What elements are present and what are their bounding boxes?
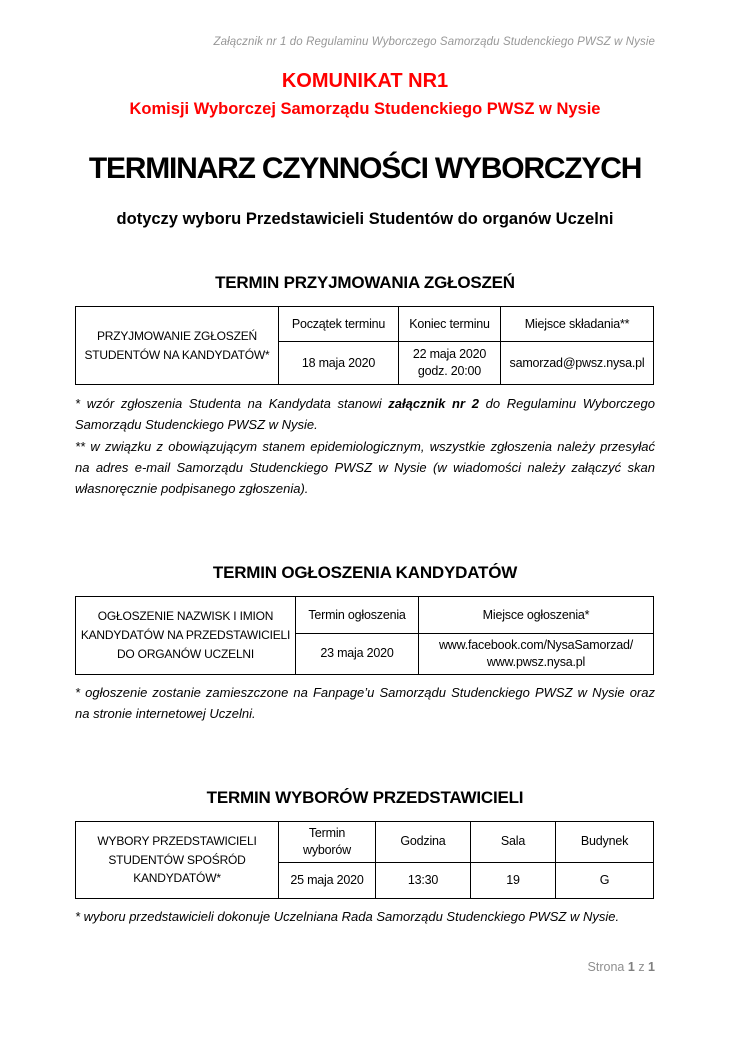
page-subtitle: dotyczy wyboru Przedstawicieli Studentów do organów Uczelni	[116, 210, 614, 228]
submissions-row-label-line: PRZYJMOWANIE ZGŁOSZEŃ	[96, 328, 258, 343]
announcement-table	[75, 596, 654, 675]
election-row-label-line: KANDYDATÓW*	[133, 871, 221, 886]
submissions-col-header-end: Koniec terminu	[399, 307, 501, 342]
submissions-table	[75, 306, 654, 385]
election-col-header-date	[279, 822, 376, 863]
submissions-row-label-line: STUDENTÓW NA KANDYDATÓW*	[84, 347, 270, 362]
announcement-row-label-line: DO ORGANÓW UCZELNI	[116, 646, 255, 661]
attachment-reference-note: Załącznik nr 1 do Regulaminu Wyborczego Samorządu Studenckiego PWSZ w Nysie	[213, 36, 655, 48]
announcement-facebook-url: www.facebook.com/NysaSamorzad/	[438, 638, 634, 652]
election-room: 19	[471, 862, 556, 898]
footnote-epidemic-rules: ** w związku z obowiązującym stanem epidemiologicznym, wszystkie zgłoszenia należy przesyłać na adres e-mail Samorządu Studenckiego PWSZ w Nysie (w wiadomości należy załączyć skan własnoręcznie podpisanego zgłoszenia).	[75, 439, 655, 496]
section-heading-announcement: TERMIN OGŁOSZENIA KANDYDATÓW	[212, 563, 518, 582]
submissions-row-label	[76, 307, 279, 385]
communique-title: KOMUNIKAT NR1	[281, 70, 449, 92]
election-col-header-room: Sala	[471, 822, 556, 863]
communique-subtitle: Komisji Wyborczej Samorządu Studenckiego PWSZ w Nysie	[129, 100, 601, 118]
footnote-bold-text: załącznik nr 2	[388, 396, 479, 411]
announcement-row-label	[76, 597, 296, 675]
election-date: 25 maja 2020	[279, 862, 376, 898]
footnote-text: do Regulaminu Wyborczego Samorządu Studenckiego PWSZ w Nysie.	[75, 396, 655, 432]
footer-page-number: 1	[627, 960, 635, 974]
section-heading-submissions: TERMIN PRZYJMOWANIA ZGŁOSZEŃ	[215, 273, 515, 292]
footnote-announcement-place: * ogłoszenie zostanie zamieszczone na Fanpage’u Samorządu Studenckiego PWSZ w Nysie oraz na stronie internetowej Uczelni.	[75, 685, 655, 721]
page-footer	[75, 960, 655, 974]
submissions-end-date	[399, 342, 501, 385]
election-time: 13:30	[376, 862, 471, 898]
election-col-header-date-line: Termin	[308, 826, 346, 840]
footnote-election-body: * wyboru przedstawicieli dokonuje Uczelniana Rada Samorządu Studenckiego PWSZ w Nysie.	[75, 909, 620, 924]
election-col-header-building: Budynek	[556, 822, 654, 863]
submissions-end-date-line: 22 maja 2020	[412, 347, 487, 362]
announcement-date: 23 maja 2020	[296, 634, 419, 675]
election-row-label-line: STUDENTÓW SPOŚRÓD	[108, 852, 246, 867]
footnote-text: * wzór zgłoszenia Studenta na Kandydata stanowi	[75, 396, 389, 411]
submissions-start-date: 18 maja 2020	[279, 342, 399, 385]
section-heading-election: TERMIN WYBORÓW PRZEDSTAWICIELI	[206, 788, 524, 807]
election-col-header-date-line: wyborów	[303, 842, 351, 857]
announcement-row-label-line: OGŁOSZENIE NAZWISK I IMION	[97, 609, 274, 624]
election-building: G	[556, 862, 654, 898]
announcement-row-label-line: KANDYDATÓW NA PRZEDSTAWICIELI	[80, 628, 291, 643]
submissions-col-header-start: Początek terminu	[279, 307, 399, 342]
election-table	[75, 821, 654, 899]
submissions-end-time-line: godz. 20:00	[417, 364, 482, 378]
submissions-col-header-place: Miejsce składania**	[501, 307, 654, 342]
announcement-col-header-place: Miejsce ogłoszenia*	[419, 597, 654, 634]
footer-label: Strona	[587, 960, 625, 974]
footer-total-pages: 1	[648, 960, 655, 974]
announcement-website-url: www.pwsz.nysa.pl	[486, 654, 586, 669]
election-col-header-time: Godzina	[376, 822, 471, 863]
footnote-attachment-template	[75, 394, 655, 436]
footer-of-label: z	[638, 960, 645, 974]
submissions-email: samorzad@pwsz.nysa.pl	[501, 342, 654, 385]
announcement-urls	[419, 634, 654, 675]
announcement-col-header-date: Termin ogłoszenia	[296, 597, 419, 634]
page-title: TERMINARZ CZYNNOŚCI WYBORCZYCH	[88, 152, 642, 185]
election-row-label	[76, 822, 279, 899]
election-row-label-line: WYBORY PRZEDSTAWICIELI	[97, 833, 257, 848]
